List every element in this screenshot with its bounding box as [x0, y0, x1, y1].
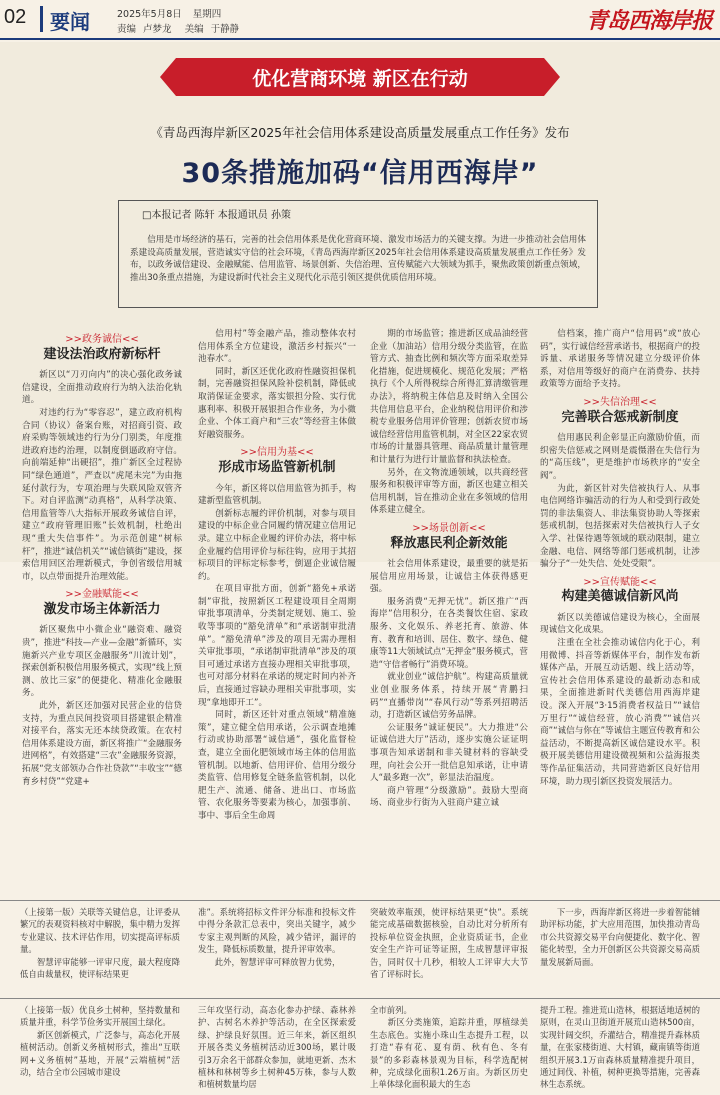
subsection-title: 构建美德诚信新风尚 [561, 589, 679, 605]
issue-date: 2025年5月8日 [117, 9, 182, 20]
designer-label: 美编 [184, 24, 204, 35]
body-paragraph: 商户管理“分级激励”。鼓励大型商场、商业步行街为入驻商户建立诚 [370, 785, 528, 809]
editor-label: 责编 [117, 24, 137, 35]
article-column-2 [198, 328, 356, 823]
continuation-text: 突破效率瓶颈，使评标结果更“快”。系统能完成基础数据核验，自动比对分析所有投标单位资金执照，企业资质证书，企业安全生产许可证等证照，生成智慧评审报告，同时仅十几秒，相较人工评审大大节省了评标时长。 [370, 907, 528, 980]
body-paragraph: 注重在全社会推动诚信内化于心，利用微博、抖音等新媒体平台，制作发布新媒体产品，开展互动话题、线上活动等，宣传社会信用体系建设的最新动态和成果，全面推进新时代美德信用西海岸建设。深入开展“3·15消费者权益日”“诚信万里行”“诚信经营，放心消费”“诚信兴商”“诚信与你在”等诚信主题宣传教育和公益活动，不断提高新区诚信建设水平。积极开展美德信用建设微视频和公益海报类等作品征集活动，共同营造新区良好信用环境，助力现引新区投资发展活力。 [540, 638, 700, 787]
body-paragraph: 新区以“刀刃向内”的决心强化政务诚信建设，全面推动政府行为纳入法治化轨道。 [22, 370, 182, 406]
continuation-text: （上接第一版）关联等关键信息，让评委从繁冗的表观资料核对中解脱，集中精力发挥专业建议、技术评估作用，切实提高评标质量。 智慧评审能够一评审尺度，最大程度降低自由裁量权，使评标结果更 [20, 907, 180, 980]
byline: □本报记者 陈轩 本报通讯员 孙策 [138, 206, 295, 221]
article-kicker: 《青岛西海岸新区2025年社会信用体系建设高质量发展重点工作任务》发布 [150, 125, 570, 140]
body-paragraph: 信用村”等金融产品，推动整体农村信用体系全方位建设，激活乡村振兴“一池春水”。 [198, 329, 356, 365]
subsection-tag: >>场景创新<< [412, 522, 486, 534]
continuation-text: 提升工程。推进荒山造林，根据适地适树的原则，在灵山卫街道开展荒山造林500亩，实现针阔交织，乔灌结合，精准提升森林质量，在张家楼街道、大村镇，藏南镇等街道组织开展3.1万亩森林质量精准提升项目，通过间伐、补植，树种更换等措施，完善森林生态系统。 [540, 1005, 700, 1090]
body-paragraph: 新区以美德诚信建设为核心，全面展现诚信文化成果。 [540, 612, 700, 636]
subsection-tag: >>信用为基<< [240, 447, 314, 459]
continuation-text: （上接第一版）优良乡土树种，坚持数量和质量并重，科学节俭务实开展国土绿化。 新区创新模式，广泛参与，高态化开展植树活动。创新义务植树形式，推出“互联网+义务植树”基地，开展“云端植树”活动，结合全市公园城市建设 [20, 1005, 180, 1078]
subsection-tag: >>宣传赋能<< [583, 576, 657, 588]
subsection-tag: >>政务诚信<< [65, 334, 139, 345]
issue-weekday: 星期四 [192, 9, 222, 20]
newspaper-logo: 青岛西海岸报 [585, 8, 712, 34]
subsection-title: 形成市场监管新机制 [218, 459, 336, 475]
page-number-divider [40, 6, 43, 32]
body-paragraph: 信档案，推广商户“信用码”或“放心码”，实行诚信经营承诺书，根据商户的投诉量、承诺服务等情况建立分级评价体系，对信用等级好的商户在消费券、扶持政策等方面给予支持。 [540, 329, 700, 390]
body-paragraph: 在项目审批方面，创新“豁免+承诺制”审批，按照新区工程建设项目全周期审批事项清单，分类制定规划、施工、验收等事项的“豁免清单”和“承诺制审批清单”。“豁免清单”涉及的项目无需办理相关审批事项，“承诺制审批清单”涉及的项目可通过承诺方直接办理相关审批事项，也可对部分材料在承诺的规定时间内补齐后，直接通过容缺办理相关审批事项，实现“拿地即开工”。 [198, 584, 356, 708]
body-paragraph: 此外，新区还加强对民营企业的信贷支持，为重点民间投资项目搭建银企精准对接平台，落实无还本续贷政策。在农村信用体系建设方面，新区将推广“金融服务进网格”，有效搭建“三农”金融服务资源，拓展“党支部领办合作社贷款”“丰收宝”“德育乡村贷”“党建+ [22, 701, 182, 787]
body-paragraph: 社会信用体系建设，最重要的就是拓展信用应用场景，让诚信主体获得感更强。 [370, 559, 528, 595]
article-column-1 [22, 328, 182, 788]
body-paragraph: 为此，新区针对失信被执行人、从事电信网络诈骗活动的行为人和受到行政处罚的非法集资人、非法集资协助人等探索惩戒机制，包括探索对失信被执行人子女入学、社保待遇等领域的联动限制，建立金融、电信、网络等部门惩戒机制，让涉骗分子“一处失信、处处受限”。 [540, 483, 700, 570]
section-name: 要闻 [50, 10, 90, 34]
subsection-title: 建设法治政府新标杆 [43, 346, 161, 362]
body-paragraph: 今年，新区将以信用监管为抓手，构建新型监管机制。 [198, 483, 356, 507]
subsection-tag: >>失信治理<< [583, 396, 657, 408]
masthead [0, 0, 720, 40]
editor-name: 卢梦龙 [143, 24, 172, 35]
editor-credits [117, 21, 239, 35]
body-paragraph: 创新标志履约评价机制，对参与项目建设的中标企业合同履约情况建立信用记录。建立中标企业履约评价办法，将中标企业履约信用评价与标往钩，应用于其招标项目的评标定标参考，倒逼企业诚信履约。 [198, 508, 356, 582]
body-paragraph: 新区聚焦中小微企业“融资难、融资贵”，推进“科技—产业—金融”新循环，实施新兴产业专项区金融服务“川流计划”，探索创新积极信用服务模式，实现“线上预测、放比三家”的便捷化、精准化金融服务。 [22, 625, 182, 699]
subsection-title: 完善联合惩戒新制度 [561, 409, 679, 425]
continuation-text: 准”。系统将招标文件评分标准和投标文件中得分条款汇总表中，突出关键字，减少专家主观判断的风险，减少错评，漏评的发生，降低标质数量，提升评审效率。 此外，智慧评审可释放智力优势， [198, 907, 356, 967]
continuation-text: 下一步，西海岸新区将进一步着智能辅助评标功能，扩大应用范围，加快推动青岛市公共资源交易平台向便捷化、数字化、智能化转型，全力开创新区公共资源交易高质量发展新局面。 [540, 907, 700, 967]
subsection-tag: >>金融赋能<< [65, 589, 139, 601]
body-paragraph: 期的市场监管；推进新区成品油经营企业（加油站）信用分级分类监管，在监管方式、抽查比例和频次等方面采取差异化措施，促进规模化、规范化发展；严格执行《个人所得税综合所得汇算清缴管理办法》，将纳税主体信息及时纳入全国公共信用信息平台，企业纳税信用评价和涉税专业服务信用评价管理；创新农贸市场诚信经营信用监管机制，对全区22家农贸市场的计量器具管理、商品质量计量管理和计量行为进行计量监督和执法检查。 [370, 329, 528, 465]
designer-name: 于静静 [210, 24, 240, 35]
section-divider-1 [0, 900, 720, 901]
body-paragraph: 另外，在文物流通领域，以共商经营服务和积极评审等方面，新区也建立相关信用机制，旨在推动企业在多领域的信用体系建立健全。 [370, 467, 528, 516]
body-paragraph: 同时，新区还优化政府性融资担保机制，完善融资担保风险补偿机制，降低或取消保证金要求，落实银担分险、实行优惠利率、积极开展银担合作业务，为小微企业、个体工商户和“三农”等经营主体做好融资服务。 [198, 366, 356, 440]
body-paragraph: 对违约行为“零容忍”，建立政府机构合同（协议）备案台账，对招商引资、政府采购等领域违约行为分门别类，年度推进政府违约治理，以制度倒逼政府守信。向前端延伸“出硬招”，推广新区全过程协同“绿色通道”，严查以“虎尾未完”为由拖延付款行为，专项治理与失联风险双管齐下。对自评监测“动真格”，从科学决策、信用监管等八大指标开展政务诚信自评，建立“政府管理旧账”长效机制，杜绝出现“重大失信事件”。为示范创建“树标杆”，推进“诚信机关”“诚信镇街”建设，探索信用回区治理新模式，争创省级信用城市，以点带面提升治理效能。 [22, 407, 182, 582]
continuation-text: 全市前列。 新区分类施策，追踪并重，厚植绿美生态底色。实施小珠山生态提升工程，以打造“春有花、夏有荫、秋有色、冬有景”的多彩森林景观为目标，科学选配树种，完成绿化面积1.26万亩。为新区历史上单体绿化面积最大的生态 [370, 1005, 528, 1090]
section-divider-2 [0, 998, 720, 999]
body-paragraph: 同时，新区还针对重点领域“精准施策”，建立健全信用承诺，公示调查地摊行动或协助部署“诚信通”，强化监督检查，建立全面化肥领域市场主体的信用监管机制。以地新、信用评价、信用分级分类监管、信用修复全链条监管机制，以化肥生产、流通、储备、进出口、市场监管、农化服务等要素为核心，加强事前、事中、事后全生命周 [198, 710, 356, 821]
subsection-title: 释放惠民利企新效能 [390, 535, 508, 551]
body-paragraph: 就业创业“诚信护航”。构建高质量就业创业服务体系，持续开展“青鹏扫码”“直播带岗”“春风行动”等系列招聘活动，打造新区诚信劳务品牌。 [370, 672, 528, 721]
issue-date-line [117, 6, 221, 20]
body-paragraph: 公证服务“诚证便民”。大力推进“公证诚信进大厅”活动，逐步实施公证证明事项告知承诺制和非关键材料的容缺受理，向社会公开一批信息知承诺，让申请人“最多跑一次”，彰显法治温度。 [370, 722, 528, 784]
body-paragraph: 信用惠民利企彰显正向激励价值，而织密失信惩戒之网则是震慑潜在失信行为的“高压线”，更是维护市场秩序的“安全阀”。 [540, 433, 700, 481]
subsection-title: 激发市场主体新活力 [43, 601, 161, 617]
article-headline: 30条措施加码“信用西海岸” [181, 158, 539, 189]
continuation-text: 三年攻坚行动，高态化参办护绿、森林养护、古树名木养护等活动，在全区探索爱绿、护绿良好氛围。近三年来，新区组织开展各类义务植树活动近300场，累计吸引3万余名干部群众参加，就地更新、杰木植林和林树等乡土树种45万株，参与人数和植树数量均居 [198, 1005, 356, 1090]
lead-paragraph: 信用是市场经济的基石，完善的社会信用体系是优化营商环境、激发市场活力的关键支撑。为进一步推动社会信用体系建设高质量发展，营造诚实守信的社会环境，《青岛西海岸新区2025年社会信用体系建设高质量发展重点工作任务》发布，以政务诚信建设、金融赋能、信用监管、场景创新、失信治理、宣传赋能六大领域为抓手，聚焦政策创新重点领域，推出30条重点措施，为建设新时代社会主义现代化示范引领区提供优质信用环境。 [130, 235, 586, 283]
feature-banner-text: 优化营商环境 新区在行动 [252, 68, 468, 90]
page-number: 02 [4, 6, 27, 28]
body-paragraph: 服务消费“无押无忧”。新区推广“西海岸”信用积分，在各类餐饮住宿、家政服务、文化娱乐、养老托育、旅游、体育、教育和培训、居住、数字、绿色、健康等11大领域试点“无押金”服务模式，营造“守信者畅行”消费环境。 [370, 596, 528, 670]
article-column-3 [370, 328, 528, 810]
article-column-4 [540, 328, 700, 788]
